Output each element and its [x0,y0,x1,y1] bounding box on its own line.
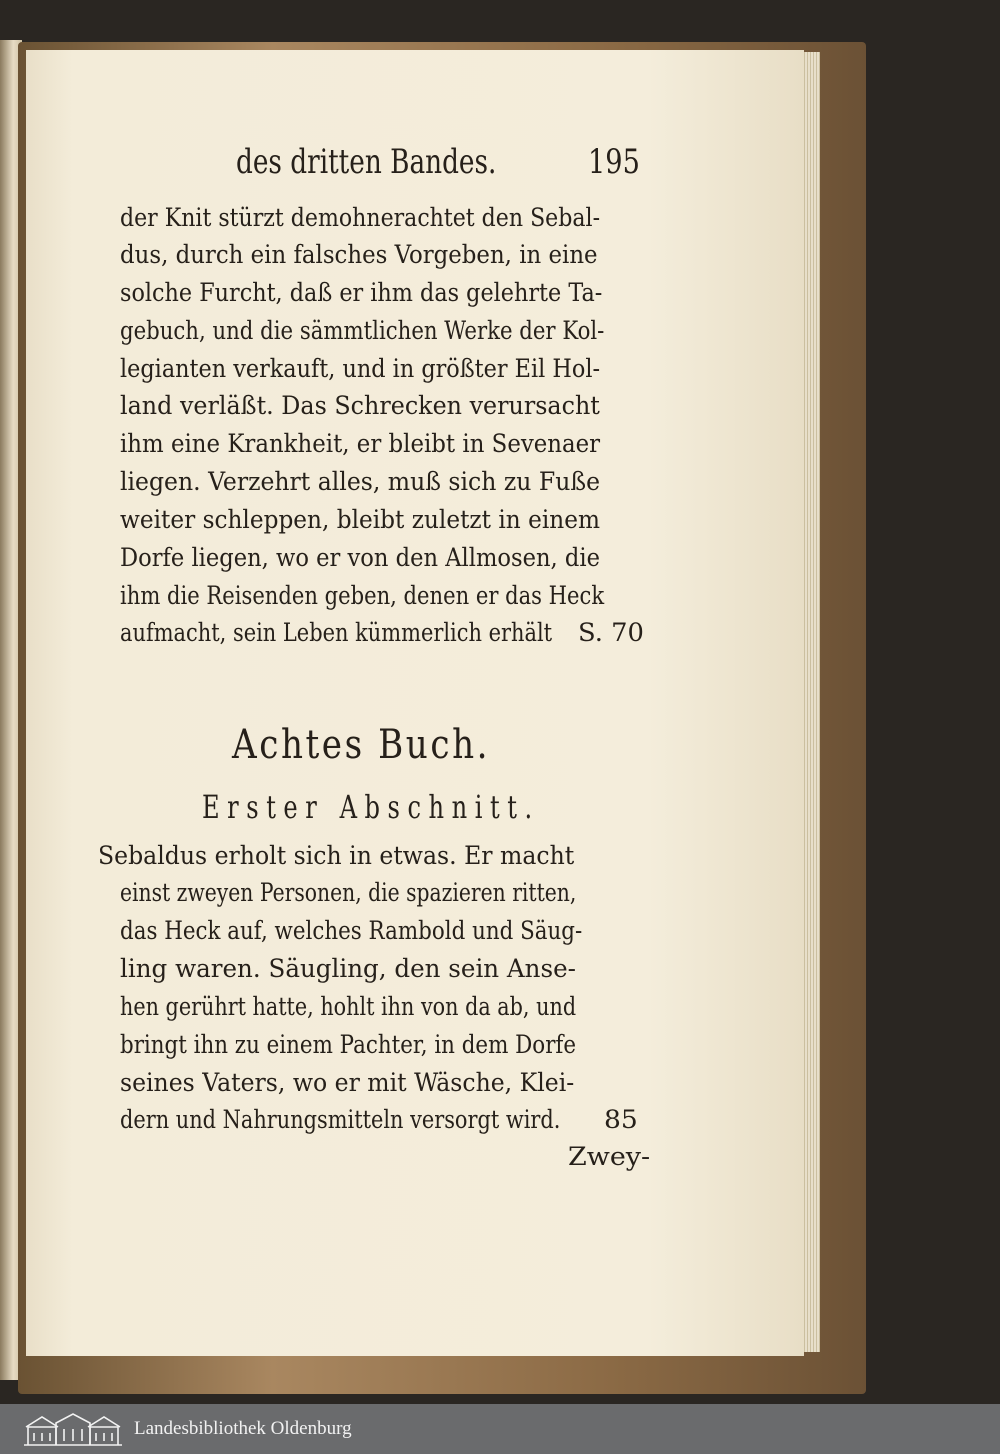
text-line: Sebaldus erholt sich in etwas. Er macht [98,841,575,870]
text-line: ihm eine Krankheit, er bleibt in Sevenaer [120,429,601,458]
text-line: liegen. Verzehrt alles, muß sich zu Fuße [120,467,600,496]
text-line: ihm die Reisenden geben, denen er das Heck [120,581,605,610]
page-reference: 85 [604,1105,638,1134]
text-line: dern und Nahrungsmitteln versorgt wird. [120,1105,561,1134]
book-page [26,50,804,1356]
library-building-icon [22,1411,124,1447]
text-line: hen gerührt hatte, hohlt ihn von da ab, und [120,992,577,1021]
text-line: der Knit stürzt demohnerachtet den Sebal- [120,203,601,232]
text-line: seines Vaters, wo er mit Wäsche, Klei- [120,1068,575,1097]
text-line: solche Furcht, daß er ihm das gelehrte Ta- [120,278,603,307]
text-line: dus, durch ein falsches Vorgeben, in eine [120,240,598,269]
catchword: Zwey- [568,1142,651,1171]
running-head: des dritten Bandes. [236,142,497,182]
text-line: bringt ihn zu einem Pachter, in dem Dorfe [120,1030,576,1059]
text-line: aufmacht, sein Leben kümmerlich erhält [120,618,553,647]
text-line: Dorfe liegen, wo er von den Allmosen, die [120,543,600,572]
page-reference: S. 70 [578,618,644,647]
text-line: ling waren. Säugling, den sein Anse- [120,954,576,983]
library-name: Landesbibliothek Oldenburg [134,1418,352,1439]
text-line: das Heck auf, welches Rambold und Säug- [120,916,583,945]
text-line: land verläßt. Das Schrecken verursacht [120,391,600,420]
text-line: weiter schleppen, bleibt zuletzt in einem [120,505,600,534]
section-heading: Erster Abschnitt. [202,788,540,826]
footer-bar [0,1404,1000,1454]
text-line: einst zweyen Personen, die spazieren ritten, [120,878,577,907]
book-heading: Achtes Buch. [232,722,491,768]
text-line: gebuch, und die sämmtlichen Werke der Kol- [120,316,605,345]
text-line: legianten verkauft, und in größter Eil Hol- [120,354,601,383]
page-number: 195 [588,142,640,182]
